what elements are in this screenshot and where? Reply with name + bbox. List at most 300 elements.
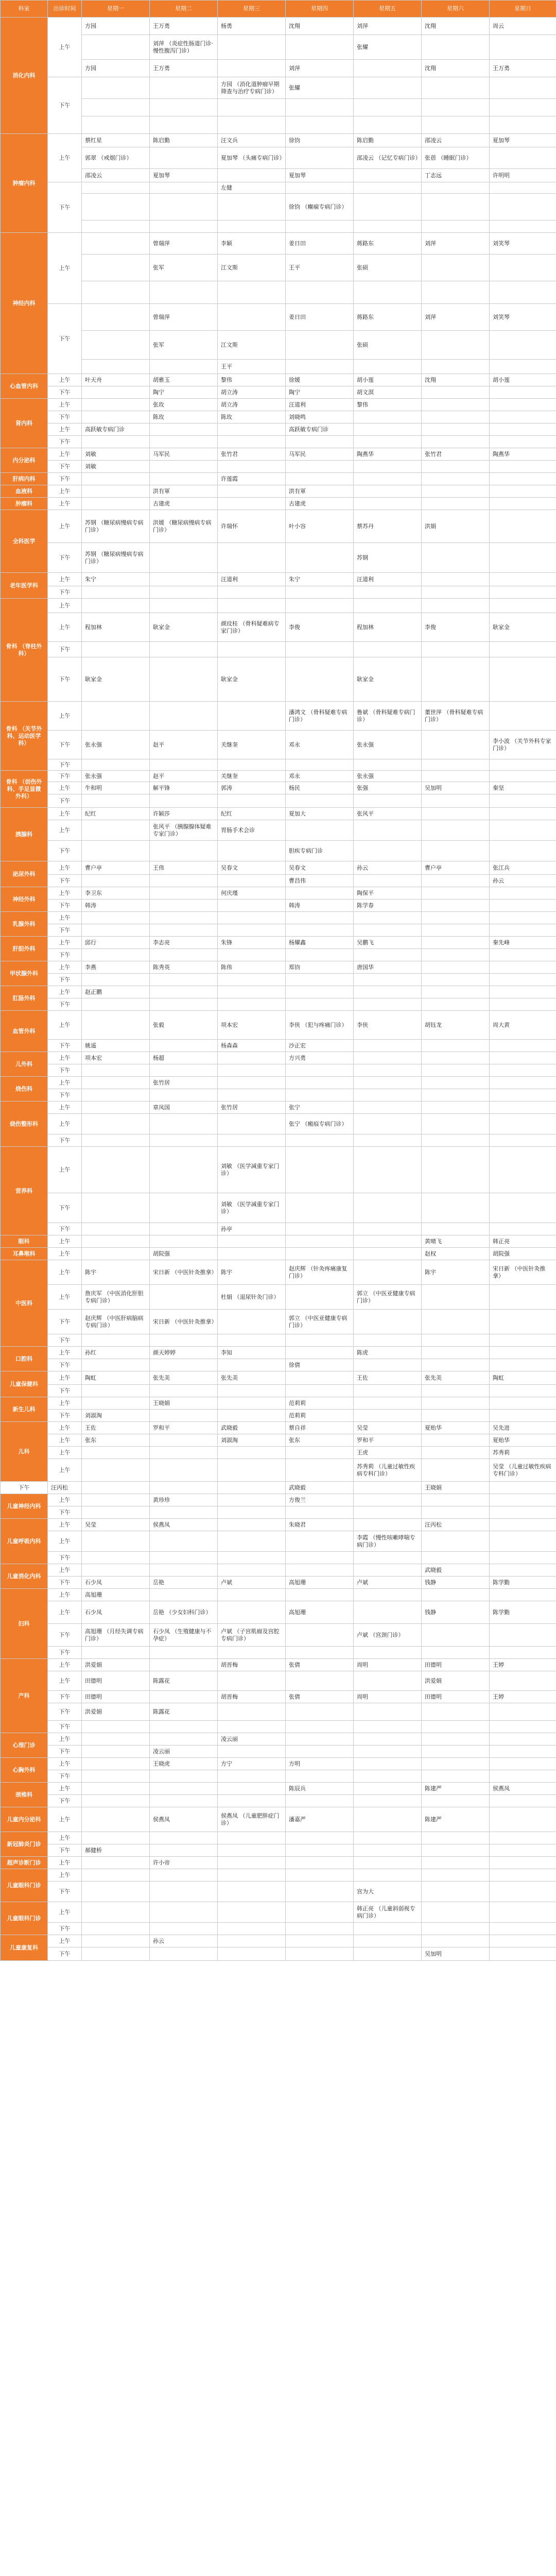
doctor-cell: 凌云丽 (150, 1745, 218, 1758)
schedule-row (1, 731, 556, 759)
schedule-row (1, 861, 556, 875)
doctor-cell (82, 1359, 150, 1371)
time-slot-cell: 上午 (48, 1902, 82, 1923)
doctor-cell (490, 1923, 556, 1935)
schedule-row (1, 1882, 556, 1902)
schedule-row (1, 169, 556, 182)
doctor-cell: 许小帝 (150, 1857, 218, 1869)
doctor-cell (422, 1552, 490, 1564)
doctor-cell (286, 1334, 354, 1347)
doctor-cell (218, 1494, 286, 1506)
doctor-cell (286, 998, 354, 1011)
doctor-cell (82, 399, 150, 411)
doctor-cell: 蔡红星 (82, 134, 150, 147)
doctor-cell (82, 1832, 150, 1844)
doctor-cell (286, 1064, 354, 1077)
doctor-cell (150, 841, 218, 861)
doctor-cell: 蒋路东 (354, 304, 422, 331)
doctor-cell (286, 1882, 354, 1902)
doctor-cell (422, 1334, 490, 1347)
doctor-cell (354, 194, 422, 221)
doctor-cell: 李卫东 (82, 887, 150, 900)
schedule-row (1, 1422, 556, 1434)
time-slot-cell: 下午 (48, 473, 82, 485)
doctor-cell: 胡院强 (150, 1248, 218, 1260)
doctor-cell (82, 875, 150, 887)
doctor-cell (82, 436, 150, 448)
doctor-cell (490, 924, 556, 937)
department-cell: 全科医学 (1, 510, 48, 573)
doctor-cell: 陶燕华 (490, 448, 556, 461)
doctor-cell (354, 1410, 422, 1422)
doctor-cell (422, 1385, 490, 1397)
doctor-cell (150, 1147, 218, 1193)
doctor-cell: 张先美 (218, 1371, 286, 1385)
doctor-cell (490, 1902, 556, 1923)
doctor-cell (422, 1795, 490, 1807)
doctor-cell: 李侠 （犯与疼痛门诊） (286, 1011, 354, 1040)
schedule-row (1, 912, 556, 924)
doctor-cell (150, 949, 218, 961)
doctor-cell (422, 875, 490, 887)
doctor-cell (218, 221, 286, 233)
doctor-cell (82, 1134, 150, 1147)
time-slot-cell: 下午 (48, 1647, 82, 1659)
doctor-cell (150, 1564, 218, 1577)
doctor-cell (218, 1857, 286, 1869)
doctor-cell (150, 360, 218, 374)
doctor-cell: 侯燕凤 （儿童肥胖症门诊） (218, 1807, 286, 1832)
time-slot-cell: 上午 (48, 485, 82, 498)
time-slot-cell: 上午 (48, 1011, 82, 1040)
doctor-cell (150, 986, 218, 998)
time-slot-cell: 上午 (48, 1869, 82, 1882)
doctor-cell (422, 543, 490, 573)
time-slot-cell: 上午 (48, 1671, 82, 1691)
doctor-cell (490, 998, 556, 1011)
doctor-cell: 夏加大 (286, 808, 354, 820)
header-row (1, 1, 556, 18)
doctor-cell (422, 1531, 490, 1552)
doctor-cell (218, 1248, 286, 1260)
doctor-cell: 关继奎 (218, 771, 286, 782)
schedule-row (1, 924, 556, 937)
doctor-cell (354, 1935, 422, 1947)
doctor-cell: 胡晋梅 (218, 1659, 286, 1671)
doctor-cell (354, 924, 422, 937)
doctor-cell (422, 887, 490, 900)
doctor-cell: 胡小莲 (354, 374, 422, 386)
doctor-cell: 苏钢 (354, 543, 422, 573)
doctor-cell (422, 1857, 490, 1869)
doctor-cell (286, 116, 354, 134)
doctor-cell (286, 1077, 354, 1089)
doctor-cell: 陈玫 (150, 411, 218, 423)
doctor-cell (82, 1114, 150, 1134)
department-cell: 肾内科 (1, 399, 48, 448)
doctor-cell (490, 642, 556, 657)
doctor-cell (354, 1601, 422, 1624)
time-slot-cell: 下午 (48, 759, 82, 771)
schedule-row (1, 182, 556, 194)
doctor-cell: 李俊 (422, 613, 490, 642)
header-time: 出诊时间 (48, 1, 82, 18)
doctor-cell (422, 411, 490, 423)
schedule-row (1, 35, 556, 60)
doctor-cell: 周大黄 (490, 1011, 556, 1040)
schedule-row (1, 875, 556, 887)
doctor-cell: 何庆瑾 (218, 887, 286, 900)
department-cell: 口腔科 (1, 1347, 48, 1371)
doctor-cell: 陈伟 (218, 961, 286, 974)
doctor-cell: 胡钰龙 (422, 1011, 490, 1040)
doctor-cell (150, 1589, 218, 1601)
doctor-cell (82, 35, 150, 60)
schedule-row (1, 281, 556, 304)
doctor-cell (422, 1902, 490, 1923)
doctor-cell (150, 1947, 218, 1961)
doctor-cell (286, 599, 354, 613)
doctor-cell (354, 912, 422, 924)
time-slot-cell: 下午 (48, 1359, 82, 1371)
doctor-cell: 夏加琴 （头痛专病门诊） (218, 147, 286, 169)
doctor-cell: 高旭珊 （月经失调专病门诊） (82, 1624, 150, 1647)
doctor-cell (354, 1671, 422, 1691)
doctor-cell (218, 1397, 286, 1410)
doctor-cell: 张东 (82, 1434, 150, 1447)
time-slot-cell: 上午 (48, 1601, 82, 1624)
doctor-cell (218, 1869, 286, 1882)
doctor-cell (490, 657, 556, 702)
doctor-cell: 陈学春 (354, 900, 422, 912)
doctor-cell (150, 586, 218, 599)
doctor-cell (490, 1935, 556, 1947)
time-slot-cell: 下午 (48, 875, 82, 887)
doctor-cell (150, 461, 218, 473)
time-slot-cell: 上午 (48, 1459, 82, 1482)
doctor-cell (82, 1064, 150, 1077)
doctor-cell (218, 1459, 286, 1482)
time-slot-cell: 上午 (48, 1114, 82, 1134)
schedule-row (1, 1552, 556, 1564)
doctor-cell (286, 182, 354, 194)
doctor-cell: 丁志远 (422, 169, 490, 182)
time-slot-cell: 上午 (48, 1857, 82, 1869)
time-slot-cell: 下午 (48, 1040, 82, 1052)
department-cell: 骨科 （脊柱外科） (1, 599, 48, 702)
doctor-cell (82, 331, 150, 360)
doctor-cell (422, 1397, 490, 1410)
time-slot-cell: 下午 (48, 949, 82, 961)
doctor-cell (82, 1531, 150, 1552)
doctor-cell (150, 1733, 218, 1745)
doctor-cell (490, 986, 556, 998)
doctor-cell (150, 77, 218, 99)
doctor-cell: 杨森森 (218, 1040, 286, 1052)
doctor-cell (490, 1285, 556, 1310)
doctor-cell: 周云 (490, 18, 556, 35)
doctor-cell: 孙云 (490, 875, 556, 887)
doctor-cell: 项本宏 (218, 1011, 286, 1040)
schedule-row (1, 1147, 556, 1193)
doctor-cell: 石少凤 (82, 1601, 150, 1624)
doctor-cell (82, 1758, 150, 1770)
department-cell: 产科 (1, 1659, 48, 1733)
schedule-row (1, 1671, 556, 1691)
doctor-cell (354, 1733, 422, 1745)
doctor-cell (490, 1589, 556, 1601)
doctor-cell (218, 99, 286, 116)
time-slot-cell: 上午 (48, 986, 82, 998)
doctor-cell (354, 1745, 422, 1758)
doctor-cell (218, 1601, 286, 1624)
doctor-cell (82, 1101, 150, 1114)
doctor-cell (422, 771, 490, 782)
doctor-cell (286, 1902, 354, 1923)
department-cell: 心理门诊 (1, 1733, 48, 1758)
schedule-body (1, 18, 556, 1961)
time-slot-cell: 上午 (48, 134, 82, 182)
department-cell: 儿童眼科门诊 (1, 1869, 48, 1902)
schedule-row (1, 1564, 556, 1577)
schedule-row (1, 304, 556, 331)
schedule-row (1, 1770, 556, 1783)
time-slot-cell: 下午 (48, 1134, 82, 1147)
doctor-cell (354, 99, 422, 116)
doctor-cell (218, 1935, 286, 1947)
doctor-cell (150, 1531, 218, 1552)
doctor-cell (490, 485, 556, 498)
time-slot-cell: 上午 (48, 423, 82, 436)
doctor-cell (286, 657, 354, 702)
time-slot-cell: 下午 (48, 411, 82, 423)
doctor-cell: 曾瑞萍 (150, 233, 218, 255)
doctor-cell (218, 1783, 286, 1795)
doctor-cell (286, 1745, 354, 1758)
doctor-cell (490, 473, 556, 485)
doctor-cell: 赵平 (150, 731, 218, 759)
schedule-row (1, 782, 556, 794)
doctor-cell (82, 841, 150, 861)
doctor-cell (82, 1564, 150, 1577)
department-cell: 儿童眼科门诊 (1, 1902, 48, 1935)
doctor-cell (218, 281, 286, 304)
doctor-cell (490, 510, 556, 543)
time-slot-cell: 上午 (48, 573, 82, 586)
time-slot-cell: 下午 (48, 1064, 82, 1077)
doctor-cell: 方园 (82, 18, 150, 35)
doctor-cell: 王虎 (354, 1447, 422, 1459)
doctor-cell (218, 60, 286, 77)
doctor-cell (218, 1531, 286, 1552)
doctor-cell: 夏加琴 (286, 169, 354, 182)
doctor-cell (422, 1089, 490, 1101)
doctor-cell (150, 1770, 218, 1783)
doctor-cell: 钱静 (422, 1601, 490, 1624)
time-slot-cell: 下午 (48, 1223, 82, 1235)
doctor-cell (150, 1459, 218, 1482)
doctor-cell (354, 949, 422, 961)
doctor-cell: 沈翔 (286, 18, 354, 35)
doctor-cell: 韩涛 (82, 900, 150, 912)
doctor-cell: 沈翔 (422, 18, 490, 35)
time-slot-cell: 上午 (48, 1147, 82, 1193)
doctor-cell (422, 436, 490, 448)
schedule-row (1, 657, 556, 702)
doctor-cell: 刘萍 (422, 233, 490, 255)
doctor-cell (218, 1882, 286, 1902)
doctor-cell: 颜玟桂 （骨科疑难病专家门诊） (218, 613, 286, 642)
time-slot-cell: 下午 (48, 841, 82, 861)
doctor-cell: 张耀 (354, 35, 422, 60)
doctor-cell: 郑钧 (286, 961, 354, 974)
doctor-cell (218, 423, 286, 436)
time-slot-cell: 下午 (48, 1193, 82, 1223)
doctor-cell: 唐国华 (354, 961, 422, 974)
doctor-cell (218, 1235, 286, 1248)
doctor-cell (490, 1703, 556, 1721)
doctor-cell: 高跃敏专病门诊 (82, 423, 150, 436)
schedule-row (1, 998, 556, 1011)
doctor-cell (354, 759, 422, 771)
doctor-cell (422, 1447, 490, 1459)
doctor-cell (150, 182, 218, 194)
doctor-cell: 江文斯 (218, 331, 286, 360)
schedule-row (1, 794, 556, 808)
doctor-cell (422, 221, 490, 233)
schedule-row (1, 1703, 556, 1721)
doctor-cell (286, 1647, 354, 1659)
doctor-cell: 章凤国 (150, 1101, 218, 1114)
doctor-cell (150, 1832, 218, 1844)
doctor-cell (150, 1721, 218, 1733)
doctor-cell (150, 1552, 218, 1564)
doctor-cell: 赵庆辉 （中医肝病脑病专病门诊） (82, 1310, 150, 1334)
schedule-row (1, 1064, 556, 1077)
doctor-cell: 姜日田 (286, 233, 354, 255)
doctor-cell (218, 543, 286, 573)
time-slot-cell: 下午 (48, 1691, 82, 1703)
doctor-cell (354, 498, 422, 510)
schedule-row (1, 411, 556, 423)
doctor-cell: 程加林 (354, 613, 422, 642)
doctor-cell (82, 1494, 150, 1506)
doctor-cell (354, 1832, 422, 1844)
schedule-row (1, 473, 556, 485)
doctor-cell (82, 498, 150, 510)
doctor-cell: 汪丙松 (422, 1519, 490, 1531)
doctor-cell (354, 1077, 422, 1089)
schedule-row (1, 1235, 556, 1248)
doctor-cell (218, 1795, 286, 1807)
doctor-cell (490, 1101, 556, 1114)
doctor-cell (286, 147, 354, 169)
doctor-cell: 耿家金 (218, 657, 286, 702)
schedule-row (1, 1410, 556, 1422)
doctor-cell: 朱锋 (218, 937, 286, 949)
doctor-cell: 许颖莎 (150, 808, 218, 820)
doctor-cell: 胡雅玉 (150, 374, 218, 386)
schedule-row (1, 360, 556, 374)
department-cell: 乳腺外科 (1, 912, 48, 937)
doctor-cell (354, 1114, 422, 1134)
doctor-cell (286, 820, 354, 841)
doctor-cell: 陈秀英 (150, 961, 218, 974)
doctor-cell (82, 586, 150, 599)
doctor-cell: 高旭珊 (286, 1577, 354, 1589)
schedule-row (1, 1857, 556, 1869)
doctor-cell: 姜日田 (286, 304, 354, 331)
doctor-cell: 石少凤 (82, 1577, 150, 1589)
doctor-cell (422, 1703, 490, 1721)
doctor-cell (354, 169, 422, 182)
doctor-cell: 耿家金 (82, 657, 150, 702)
doctor-cell: 王婷 (490, 1659, 556, 1671)
doctor-cell: 夏贻华 (422, 1422, 490, 1434)
doctor-cell (422, 1410, 490, 1422)
doctor-cell: 张先美 (150, 1371, 218, 1385)
doctor-cell (490, 1040, 556, 1052)
time-slot-cell: 下午 (48, 1310, 82, 1334)
doctor-cell (490, 808, 556, 820)
doctor-cell: 叶天舟 (82, 374, 150, 386)
doctor-cell (218, 794, 286, 808)
doctor-cell (490, 1334, 556, 1347)
doctor-cell (286, 1721, 354, 1733)
doctor-cell: 胡小莲 (490, 374, 556, 386)
schedule-row (1, 1347, 556, 1359)
doctor-cell: 陈宇 (422, 1260, 490, 1285)
doctor-cell (82, 411, 150, 423)
doctor-cell (422, 759, 490, 771)
time-slot-cell: 上午 (48, 399, 82, 411)
department-cell: 消化内科 (1, 18, 48, 134)
schedule-row (1, 1902, 556, 1923)
doctor-cell (218, 1385, 286, 1397)
schedule-row (1, 399, 556, 411)
doctor-cell (218, 1359, 286, 1371)
time-slot-cell: 下午 (48, 1770, 82, 1783)
doctor-cell (82, 599, 150, 613)
schedule-row (1, 586, 556, 599)
time-slot-cell: 下午 (48, 386, 82, 399)
schedule-row (1, 1077, 556, 1089)
doctor-cell (150, 1647, 218, 1659)
time-slot-cell: 上午 (48, 1260, 82, 1285)
doctor-cell: 马军民 (150, 448, 218, 461)
doctor-cell (354, 1359, 422, 1371)
time-slot-cell: 下午 (1, 1482, 48, 1494)
doctor-cell: 汪道利 (354, 573, 422, 586)
doctor-cell: 秦坚 (490, 782, 556, 794)
doctor-cell (422, 586, 490, 599)
doctor-cell (354, 485, 422, 498)
doctor-cell: 吴春文 (218, 861, 286, 875)
doctor-cell: 王万勇 (490, 60, 556, 77)
time-slot-cell: 下午 (48, 1795, 82, 1807)
doctor-cell: 杨民 (286, 782, 354, 794)
doctor-cell: 吴鹏飞 (354, 937, 422, 949)
time-slot-cell: 下午 (48, 586, 82, 599)
doctor-cell: 武晓毅 (218, 1422, 286, 1434)
schedule-row (1, 510, 556, 543)
doctor-cell (422, 1064, 490, 1077)
doctor-cell (422, 573, 490, 586)
time-slot-cell: 下午 (48, 543, 82, 573)
doctor-cell (82, 1223, 150, 1235)
doctor-cell (490, 1531, 556, 1552)
doctor-cell (286, 543, 354, 573)
